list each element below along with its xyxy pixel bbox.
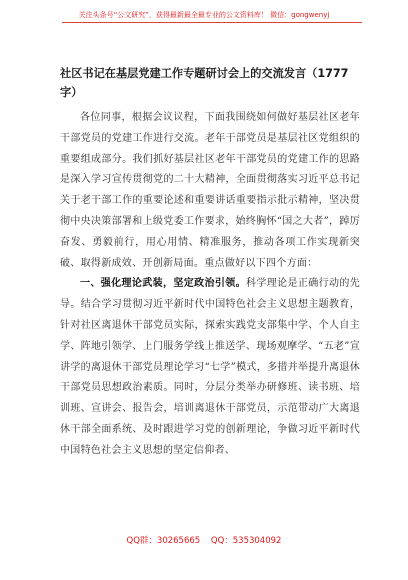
intro-paragraph: 各位同事，根据会议议程，下面我围绕如何做好基层社区老年干部党员的党建工作进行交流。老年干部党员是基层社区党组织的重要组成部分。我们抓好基层社区老年干部党员的党建工作的思路是深入学习宣传贯彻党的二十大精神，全面贯彻落实习近平总书记关于老干部工作的重要论述和重要讲话重要指示批示精神，坚决贯彻中央决策部署和上级党委工作要求，始终胸怀“国之大者”，踔厉奋发、勇毅前行，用心用情、精准服务，推动各项工作实现新突破、取得新成效、开创新局面。重点做好以下四个方面：: [60, 112, 360, 269]
footer-qq-group: QQ群：30265665: [126, 536, 201, 546]
footer-qq: QQ：535304092: [210, 536, 282, 546]
footer: [0, 534, 408, 546]
section-1-paragraph: [60, 274, 360, 461]
document-body: [60, 64, 360, 462]
section-1-heading: 一、强化理论武装，坚定政治引领。: [80, 278, 246, 290]
document-title: 社区书记在基层党建工作专题研讨会上的交流发言（1777字）: [60, 67, 349, 99]
top-banner: 关注头条号“公文研究”，获得最新最全最专业的公文资料库！ 微信：gongwenyj: [78, 11, 330, 19]
section-1-body: 科学理论是正确行动的先导。结合学习贯彻习近平新时代中国特色社会主义思想主题教育，针对社区离退休干部党员实际，探索实践党支部集中学、个人自主学、阵地引领学、上门服务学线上推送学、现场观摩学、“五老”宣讲学的离退休干部党员理论学习“七学”模式，多措并举提升离退休干部党员思想政治素质。同时，分层分类举办研修班、读书班、培训班、宣讲会、报告会，培训离退休干部党员，示范带动广大离退休干部全面系统、及时跟进学习党的创新理论，争做习近平新时代中国特色社会主义思想的坚定信仰者、: [60, 278, 360, 456]
top-divider: [62, 22, 362, 23]
